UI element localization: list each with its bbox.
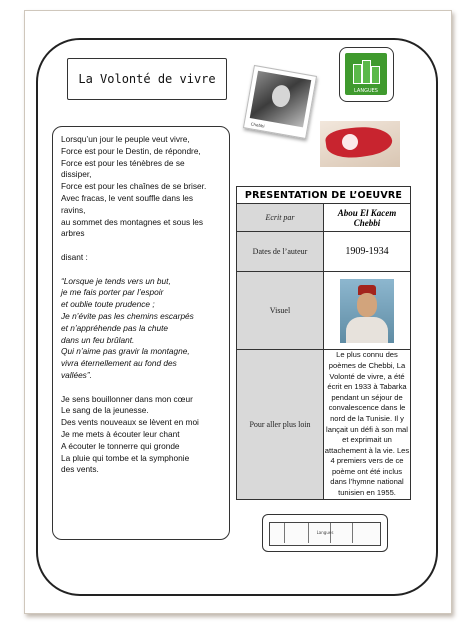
logo-text: LANGUES [354,88,378,94]
poem-line: au sommet des montagnes et sous les [61,216,204,227]
author-dates: 1909-1934 [324,232,411,272]
chebbi-portrait [340,279,394,343]
presentation-header: PRESENTATION DE L’OEUVRE [237,187,411,204]
poem-line: Je n’évite pas les chemins escarpés [61,310,194,321]
flag-emblem [342,134,358,150]
poem-description: Le plus connu des poèmes de Chebbi, La Volonté de vivre, a été écrit en 1933 à Tabarka pendant un séjour de convalescence dans le nord de la Tunisie. Il y lançait un défi à son mal et exprimait un attachement à la vie. Les 4 premiers vers de ce poème ont été inclus dans l’hymne national tunisien en 1955. [324,350,411,500]
poem-line: Lorsqu’un jour le peuple veut vivre, [61,134,190,144]
poem-line: arbres [61,228,85,239]
book-shape [353,64,362,84]
more-label: Pour aller plus loin [237,350,324,500]
poem-line: dissiper, [61,169,92,180]
poem-line: Je me mets à écouter leur chant [61,428,180,439]
poem-line: disant : [61,251,88,262]
book-shape [371,66,380,84]
title-box [67,58,227,100]
poem-line: des vents. [61,464,99,475]
poem-gap [61,264,223,276]
banner-strip [262,514,388,552]
photo-face [270,84,292,109]
poem-gap [61,382,223,394]
poem-line: et oublie toute prudence ; [61,299,155,310]
poem-line: Force est pour les chaînes de se briser. [61,181,207,192]
chebbi-photo [243,65,317,139]
visual-cell [324,272,411,350]
page-title: La Volonté de vivre [78,72,216,86]
poem-line: ravins, [61,204,86,215]
dates-label: Dates de l’auteur [237,232,324,272]
poem-line: et n’appréhende pas la chute [61,322,169,333]
author-name: Abou El Kacem Chebbi [324,204,411,232]
photo-caption: Chebbi [250,121,265,129]
poem-line: je me fais porter par l’espoir [61,287,164,298]
poem-line: Avec fracas, le vent souffle dans les [61,192,194,203]
poem-line: Force est pour le Destin, de répondre, [61,145,201,156]
poem-line: vivra éternellement au fond des [61,358,177,369]
langues-logo [339,47,394,102]
poem-line: La pluie qui tombe et la symphonie [61,452,190,463]
written-by-label: Ecrit par [237,204,324,232]
presentation-table [236,186,411,500]
photo-image [250,71,312,128]
poem-line: Je sens bouillonner dans mon cœur [61,393,193,404]
visual-label: Visuel [237,272,324,350]
poem-line: Des vents nouveaux se lèvent en moi [61,417,199,428]
banner-band [269,522,381,546]
portrait-head [357,293,377,317]
books-icon [345,53,387,95]
poem-line: dans un feu brûlant. [61,334,135,345]
flag-cloth [324,123,394,162]
tunisian-flag-image [320,121,400,167]
poem-line: Le sang de la jeunesse. [61,405,149,416]
poem-gap [61,240,223,252]
poem-line: Qui n’aime pas gravir la montagne, [61,346,190,357]
poem-line: “Lorsque je tends vers un but, [61,275,171,286]
portrait-body [346,317,388,343]
book-shape [362,60,371,84]
poem-line: A écouter le tonnerre qui gronde [61,440,180,451]
poem-line: vallées”. [61,369,92,380]
banner-text: Langues [316,530,334,535]
poem-line: Force est pour les ténèbres de se [61,157,185,168]
poem-text [61,134,223,476]
